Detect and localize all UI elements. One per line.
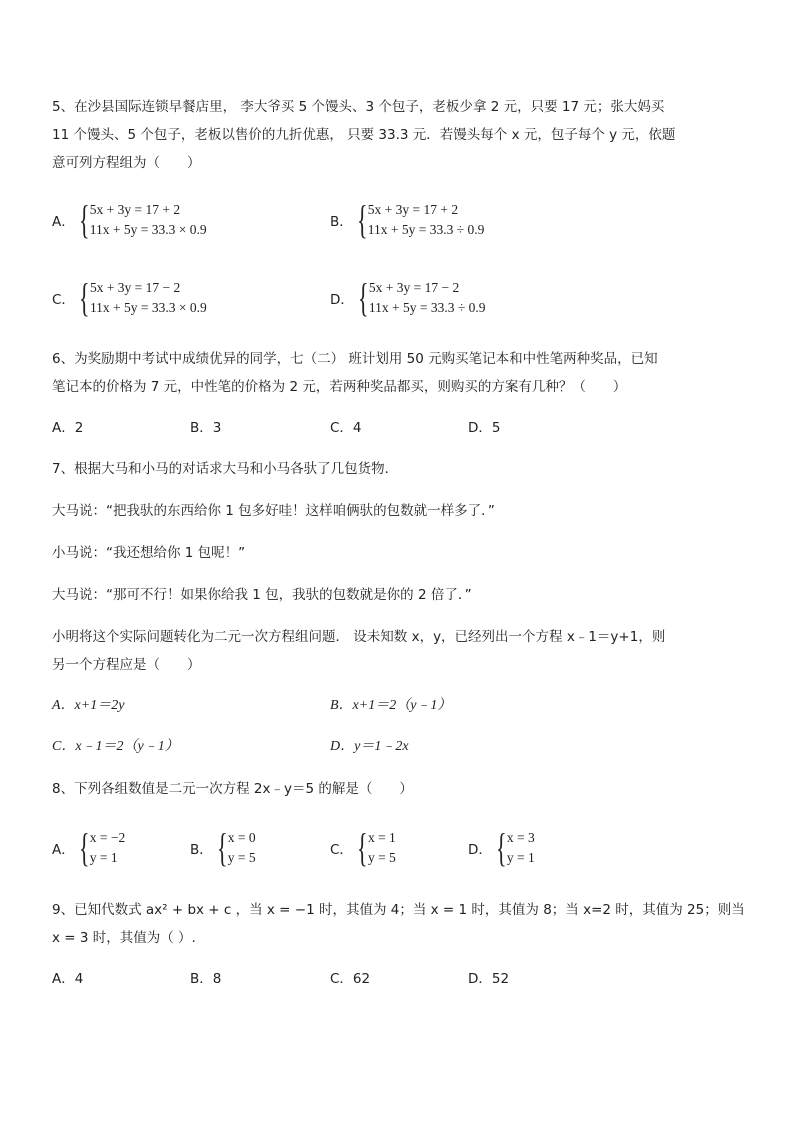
option-label: D．	[468, 842, 492, 858]
brace-icon: {	[78, 275, 90, 320]
q9-option-d[interactable]: D．52	[468, 971, 510, 987]
option-label: A．	[52, 214, 75, 230]
option-label: B．	[190, 842, 213, 858]
q7-option-c[interactable]: C．x﹣1＝2（y﹣1）	[52, 739, 179, 754]
q6-option-a[interactable]: A．2	[52, 420, 84, 436]
equation: 5x + 3y = 17 − 2	[368, 280, 460, 295]
q5-stem-line-1: 5、在沙县国际连锁早餐店里， 李大爷买 5 个馒头、3 个包子，老板少拿 2 元，只要 17 元；张大妈买	[52, 99, 665, 115]
equation: y = 5	[367, 850, 396, 865]
q5-stem-line-3: 意可列方程组为（ ）	[52, 155, 201, 171]
q7-dialogue-big-horse-2: 大马说：“那可不行！如果你给我 1 包，我驮的包数就是你的 2 倍了．”	[52, 587, 472, 603]
q6-stem-line-1: 6、为奖励期中考试中成绩优异的同学，七（二） 班计划用 50 元购买笔记本和中性笔两种奖品，已知	[52, 351, 658, 367]
option-label: D．	[330, 292, 354, 308]
q7-stem-line-1: 7、根据大马和小马的对话求大马和小马各驮了几包货物．	[52, 461, 399, 477]
q5-option-d[interactable]	[330, 275, 486, 320]
brace-icon: {	[78, 197, 90, 242]
equation: y = 1	[506, 850, 535, 865]
q9-option-a[interactable]: A．4	[52, 971, 84, 987]
q9-option-c[interactable]: C．62	[330, 971, 371, 987]
q5-option-a[interactable]	[52, 197, 207, 242]
q7-dialogue-big-horse-1: 大马说：“把我驮的东西给你 1 包多好哇！这样咱俩驮的包数就一样多了．”	[52, 503, 495, 519]
q6-option-b[interactable]: B．3	[190, 420, 222, 436]
brace-icon: {	[356, 825, 368, 870]
q9-option-b[interactable]: B．8	[190, 971, 222, 987]
q7-option-a[interactable]: A．x+1＝2y	[52, 698, 125, 713]
q7-stem-line-6: 另一个方程应是（ ）	[52, 657, 201, 673]
q6-stem-line-2: 笔记本的价格为 7 元，中性笔的价格为 2 元，若两种奖品都买，则购买的方案有几种？（ ）	[52, 379, 627, 395]
brace-icon: {	[78, 825, 90, 870]
equation: y = 5	[227, 850, 256, 865]
equation: x = 0	[227, 830, 256, 845]
q8-option-c[interactable]	[330, 825, 396, 870]
equation: 5x + 3y = 17 − 2	[89, 280, 181, 295]
brace-icon: {	[495, 825, 507, 870]
equation: y = 1	[89, 850, 118, 865]
q6-option-d[interactable]: D．5	[468, 420, 501, 436]
q7-option-b[interactable]: B．x+1＝2（y﹣1）	[330, 698, 452, 713]
brace-icon: {	[357, 275, 369, 320]
q7-dialogue-small-horse: 小马说：“我还想给你 1 包呢！”	[52, 545, 246, 561]
q6-option-c[interactable]: C．4	[330, 420, 362, 436]
q8-option-b[interactable]	[190, 825, 256, 870]
q9-stem-line-1: 9、已知代数式 ax² + bx + c ，当 x = −1 时，其值为 4；当 x = 1 时，其值为 8；当 x=2 时，其值为 25；则当	[52, 902, 745, 918]
option-label: C．	[330, 842, 353, 858]
equation: x = 1	[367, 830, 396, 845]
equation: x = 3	[506, 830, 535, 845]
q5-option-b[interactable]	[330, 197, 485, 242]
brace-icon: {	[356, 197, 368, 242]
q8-option-d[interactable]	[468, 825, 535, 870]
equation: 5x + 3y = 17 + 2	[89, 202, 181, 217]
q5-option-c[interactable]	[52, 275, 207, 320]
option-label: B．	[330, 214, 353, 230]
equation: 11x + 5y = 33.3 ÷ 0.9	[368, 300, 486, 315]
equation: 5x + 3y = 17 + 2	[367, 202, 459, 217]
q7-option-d[interactable]: D．y＝1﹣2x	[330, 739, 409, 754]
option-label: C．	[52, 292, 75, 308]
q7-stem-line-5: 小明将这个实际问题转化为二元一次方程组问题． 设未知数 x，y，已经列出一个方程 x﹣1＝y+1，则	[52, 629, 666, 645]
option-label: A．	[52, 842, 75, 858]
equation: 11x + 5y = 33.3 × 0.9	[89, 222, 207, 237]
q5-stem-line-2: 11 个馒头、5 个包子，老板以售价的九折优惠， 只要 33.3 元．若馒头每个 x 元，包子每个 y 元，依题	[52, 127, 676, 143]
q9-stem-line-2: x = 3 时，其值为（ ）.	[52, 930, 196, 946]
q8-option-a[interactable]	[52, 825, 126, 870]
q8-stem-line-1: 8、下列各组数值是二元一次方程 2x﹣y＝5 的解是（ ）	[52, 781, 413, 797]
brace-icon: {	[216, 825, 228, 870]
equation: 11x + 5y = 33.3 × 0.9	[89, 300, 207, 315]
equation: x = −2	[89, 830, 126, 845]
equation: 11x + 5y = 33.3 ÷ 0.9	[367, 222, 485, 237]
